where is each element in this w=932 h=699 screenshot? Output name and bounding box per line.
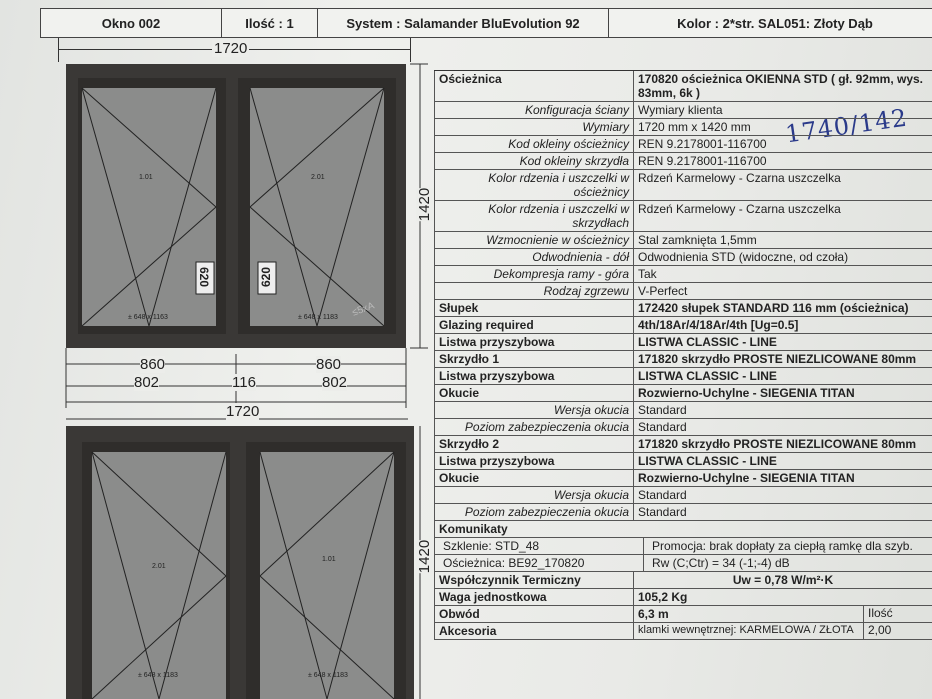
width-dimension-top: 1720 [214, 40, 248, 57]
spec-value: REN 9.2178001-116700 [638, 137, 767, 151]
spec-row [434, 136, 932, 153]
spec-value: Rozwierno-Uchylne - SIEGENIA TITAN [638, 386, 855, 400]
width-dimension-bottom: 1720 [226, 403, 260, 420]
spec-key: Konfiguracja ściany [434, 102, 634, 118]
spec-key: Okucie [434, 470, 634, 486]
mullion-width: 116 [232, 374, 256, 391]
komunikaty-row: Szklenie: STD_48 Promocja: brak dopłaty za ciepłą ramkę dla szyb. [434, 538, 932, 555]
top-sash-1-dims: ± 648 x 1163 [128, 314, 168, 321]
handle-height-1: 620 [197, 266, 212, 288]
summary-row: Akcesoria klamki wewnętrznej: KARMELOWA / ZŁOTA 2,00 [434, 623, 932, 640]
spec-key: Kolor rdzenia i uszczelki w ościeżnicy [434, 170, 634, 200]
spec-row [434, 487, 932, 504]
spec-row [434, 419, 932, 436]
height-dimension-bottom: 1420 [416, 539, 434, 574]
summary-row: Waga jednostkowa 105,2 Kg [434, 589, 932, 606]
spec-key: Listwa przyszybowa [434, 368, 634, 384]
komunikaty-row: Ościeżnica: BE92_170820 Rw (C;Ctr) = 34 (-1;-4) dB [434, 555, 932, 572]
spec-key: Kolor rdzenia i uszczelki w skrzydłach [434, 201, 634, 231]
top-sash-2-dims: ± 648 x 1183 [298, 314, 338, 321]
spec-row [434, 317, 932, 334]
half-width-1: 860 [140, 356, 166, 373]
spec-value: 4th/18Ar/4/18Ar/4th [Ug=0.5] [638, 318, 799, 332]
spec-row [434, 470, 932, 487]
spec-row [434, 385, 932, 402]
spec-key: Ościeżnica [434, 71, 634, 101]
spec-value: LISTWA CLASSIC - LINE [638, 335, 777, 349]
spec-row [434, 170, 932, 201]
header-bar [40, 8, 932, 38]
spec-key: Odwodnienia - dół [434, 249, 634, 265]
spec-row [434, 283, 932, 300]
spec-key: Rodzaj zgrzewu [434, 283, 634, 299]
spec-key: Okucie [434, 385, 634, 401]
handle-height-2: 620 [259, 266, 274, 288]
window-elevation-svg [0, 36, 432, 699]
bottom-sash-1-label: 2.01 [152, 563, 166, 570]
spec-value: REN 9.2178001-116700 [638, 154, 767, 168]
spec-value: LISTWA CLASSIC - LINE [638, 454, 777, 468]
window-drawing [0, 36, 432, 699]
height-dimension-top: 1420 [416, 187, 434, 222]
spec-table [434, 70, 932, 640]
spec-value: Stal zamknięta 1,5mm [638, 233, 757, 247]
spec-value: Standard [638, 488, 687, 502]
spec-value: Odwodnienia STD (widoczne, od czoła) [638, 250, 849, 264]
handwritten-note: 1740/142 [783, 103, 910, 149]
spec-key: Dekompresja ramy - góra [434, 266, 634, 282]
spec-key: Listwa przyszybowa [434, 453, 634, 469]
spec-row [434, 334, 932, 351]
spec-value: Rdzeń Karmelowy - Czarna uszczelka [638, 171, 841, 185]
spec-row [434, 453, 932, 470]
half-width-2: 860 [316, 356, 342, 373]
spec-row [434, 102, 932, 119]
spec-key: Kod okleiny ościeżnicy [434, 136, 634, 152]
spec-value: 172420 słupek STANDARD 116 mm (ościeżnica) [638, 301, 909, 315]
spec-row [434, 504, 932, 521]
top-sash-2-label: 2.01 [311, 174, 325, 181]
bottom-glass-1 [92, 452, 226, 699]
spec-row [434, 201, 932, 232]
top-sash-1-label: 1.01 [139, 174, 153, 181]
spec-key: Kod okleiny skrzydła [434, 153, 634, 169]
spec-key: Wersja okucia [434, 402, 634, 418]
spec-value: 1720 mm x 1420 mm [638, 120, 751, 134]
glass-width-2: 802 [322, 374, 348, 391]
spec-value: Tak [638, 267, 657, 281]
spec-value: Rozwierno-Uchylne - SIEGENIA TITAN [638, 471, 855, 485]
spec-value: 171820 skrzydło PROSTE NIEZLICOWANE 80mm [638, 437, 917, 451]
komunikaty-header: Komunikaty [434, 521, 932, 538]
bottom-sash-2-label: 1.01 [322, 556, 336, 563]
spec-row [434, 232, 932, 249]
spec-value: Rdzeń Karmelowy - Czarna uszczelka [638, 202, 841, 216]
spec-key: Wzmocnienie w ościeżnicy [434, 232, 634, 248]
spec-key: Glazing required [434, 317, 634, 333]
spec-row [434, 119, 932, 136]
spec-key: Skrzydło 1 [434, 351, 634, 367]
spec-value: Standard [638, 420, 687, 434]
spec-row [434, 266, 932, 283]
bottom-sash-2-dims: ± 648 x 1183 [308, 672, 348, 679]
ilosc-value: 2,00 [863, 623, 932, 639]
spec-key: Wersja okucia [434, 487, 634, 503]
spec-value: V-Perfect [638, 284, 688, 298]
spec-row [434, 71, 932, 102]
summary-row: Obwód 6,3 m Ilość [434, 606, 932, 623]
spec-key: Wymiary [434, 119, 634, 135]
spec-row [434, 300, 932, 317]
bottom-sash-1-dims: ± 648 x 1183 [138, 672, 178, 679]
color-name: Kolor : 2*str. SAL051: Złoty Dąb [677, 15, 873, 31]
spec-value: LISTWA CLASSIC - LINE [638, 369, 777, 383]
spec-row [434, 436, 932, 453]
spec-key: Poziom zabezpieczenia okucia [434, 504, 634, 520]
summary-row: Współczynnik Termiczny Uw = 0,78 W/m²·K [434, 572, 932, 589]
spec-key: Poziom zabezpieczenia okucia [434, 419, 634, 435]
spec-row [434, 351, 932, 368]
spec-row [434, 402, 932, 419]
spec-row [434, 249, 932, 266]
window-number: Okno 002 [41, 9, 222, 37]
spec-row [434, 153, 932, 170]
marking: ≤5xA [350, 300, 376, 319]
spec-key: Listwa przyszybowa [434, 334, 634, 350]
bottom-glass-2 [260, 452, 394, 699]
spec-key: Słupek [434, 300, 634, 316]
ilosc-header: Ilość [863, 606, 932, 622]
system-name: System : Salamander BluEvolution 92 [318, 9, 609, 37]
spec-value: 171820 skrzydło PROSTE NIEZLICOWANE 80mm [638, 352, 917, 366]
spec-row [434, 368, 932, 385]
spec-value: Wymiary klienta [638, 103, 723, 117]
spec-value: Standard [638, 403, 687, 417]
glass-width-1: 802 [134, 374, 160, 391]
spec-key: Skrzydło 2 [434, 436, 634, 452]
spec-value: Standard [638, 505, 687, 519]
quantity: Ilość : 1 [222, 9, 318, 37]
spec-value: 170820 ościeżnica OKIENNA STD ( gł. 92mm, wys. 83mm, 6k ) [638, 72, 923, 100]
